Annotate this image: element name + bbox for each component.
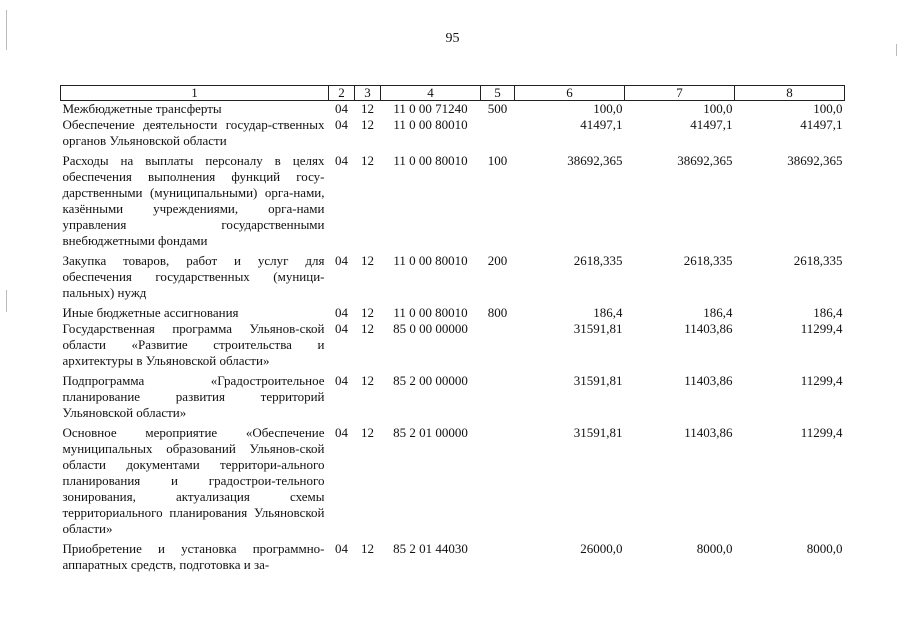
column-header-8: 8	[735, 86, 845, 101]
amount-col6: 31591,81	[573, 425, 623, 440]
table-row	[61, 253, 845, 305]
amount-col7: 11403,86	[684, 373, 733, 388]
page-number: 95	[445, 31, 460, 46]
subsection-code: 12	[361, 373, 374, 388]
amount-col6: 2618,335	[573, 253, 623, 268]
table-row	[61, 373, 845, 425]
expense-type-code: 500	[487, 101, 508, 116]
column-header-7: 7	[625, 86, 735, 101]
row-name: Обеспечение деятельности государ-ственных органов Ульяновской области	[62, 117, 325, 148]
section-code: 04	[335, 425, 348, 440]
amount-col8: 11299,4	[800, 373, 843, 388]
budget-table	[60, 85, 845, 573]
scan-margin-mark	[896, 44, 897, 56]
section-code: 04	[335, 305, 348, 320]
target-article-code: 85 0 00 00000	[393, 321, 468, 336]
row-name: Государственная программа Ульянов-ской области «Развитие строительства и архитектуры в Ульяновской области»	[62, 321, 325, 368]
section-code: 04	[335, 117, 348, 132]
subsection-code: 12	[361, 117, 374, 132]
subsection-code: 12	[361, 305, 374, 320]
amount-col7: 8000,0	[696, 541, 733, 556]
budget-table-container	[60, 85, 845, 573]
row-name: Расходы на выплаты персоналу в целях обеспечения выполнения функций госу-дарственными (муниципальными) орга-нами, казёнными учреждениями, орга-нами управления государственными внебюджетными фондами	[62, 153, 325, 248]
amount-col6: 41497,1	[580, 117, 623, 132]
section-code: 04	[335, 321, 348, 336]
amount-col8: 11299,4	[800, 425, 843, 440]
section-code: 04	[335, 373, 348, 388]
expense-type-code	[481, 373, 515, 425]
column-header-4: 4	[381, 86, 481, 101]
subsection-code: 12	[361, 153, 374, 168]
amount-col6: 31591,81	[573, 373, 623, 388]
target-article-code: 85 2 01 44030	[393, 541, 468, 556]
amount-col6: 31591,81	[573, 321, 623, 336]
column-header-5: 5	[481, 86, 515, 101]
table-row	[61, 425, 845, 541]
target-article-code: 11 0 00 80010	[393, 117, 468, 132]
table-row	[61, 101, 845, 118]
subsection-code: 12	[361, 321, 374, 336]
amount-col7: 38692,365	[677, 153, 733, 168]
subsection-code: 12	[361, 425, 374, 440]
amount-col8: 11299,4	[800, 321, 843, 336]
scan-margin-mark	[6, 290, 7, 312]
amount-col7: 186,4	[703, 305, 733, 320]
expense-type-code: 200	[487, 253, 508, 268]
table-row	[61, 321, 845, 373]
amount-col6: 100,0	[593, 101, 623, 116]
table-row	[61, 117, 845, 153]
amount-col8: 8000,0	[806, 541, 843, 556]
expense-type-code	[481, 425, 515, 541]
target-article-code: 11 0 00 80010	[393, 305, 468, 320]
target-article-code: 11 0 00 71240	[393, 101, 468, 116]
expense-type-code	[481, 117, 515, 153]
row-name: Межбюджетные трансферты	[62, 101, 222, 116]
amount-col8: 38692,365	[787, 153, 843, 168]
amount-col8: 100,0	[813, 101, 843, 116]
row-name: Основное мероприятие «Обеспечение муниципальных образований Ульянов-ской области документами территори-ального планирования и градострои-тельного зонирования, актуализация схемы территориального планирования Ульяновской области»	[62, 425, 325, 536]
scan-margin-mark	[6, 10, 7, 50]
column-header-1: 1	[61, 86, 329, 101]
target-article-code: 11 0 00 80010	[393, 153, 468, 168]
table-header	[61, 86, 845, 101]
expense-type-code: 800	[487, 305, 508, 320]
section-code: 04	[335, 253, 348, 268]
column-header-2: 2	[329, 86, 355, 101]
amount-col7: 11403,86	[684, 425, 733, 440]
subsection-code: 12	[361, 541, 374, 556]
section-code: 04	[335, 153, 348, 168]
row-name: Приобретение и установка программно-аппаратных средств, подготовка и за-	[62, 541, 325, 572]
row-name: Подпрограмма «Градостроительное планирование развития территорий Ульяновской области»	[62, 373, 325, 420]
subsection-code: 12	[361, 101, 374, 116]
amount-col7: 11403,86	[684, 321, 733, 336]
target-article-code: 11 0 00 80010	[393, 253, 468, 268]
table-row	[61, 305, 845, 321]
column-header-3: 3	[355, 86, 381, 101]
amount-col8: 186,4	[813, 305, 843, 320]
section-code: 04	[335, 541, 348, 556]
amount-col7: 2618,335	[683, 253, 733, 268]
amount-col6: 26000,0	[580, 541, 623, 556]
table-row	[61, 541, 845, 573]
row-name: Иные бюджетные ассигнования	[62, 305, 239, 320]
header-row	[61, 86, 845, 101]
amount-col8: 41497,1	[800, 117, 843, 132]
table-body	[61, 101, 845, 574]
expense-type-code	[481, 541, 515, 573]
amount-col7: 100,0	[703, 101, 733, 116]
expense-type-code: 100	[487, 153, 508, 168]
subsection-code: 12	[361, 253, 374, 268]
amount-col8: 2618,335	[793, 253, 843, 268]
row-name: Закупка товаров, работ и услуг для обеспечения государственных (муници-пальных) нужд	[62, 253, 325, 300]
section-code: 04	[335, 101, 348, 116]
column-header-6: 6	[515, 86, 625, 101]
target-article-code: 85 2 00 00000	[393, 373, 468, 388]
amount-col6: 186,4	[593, 305, 623, 320]
target-article-code: 85 2 01 00000	[393, 425, 468, 440]
amount-col7: 41497,1	[690, 117, 733, 132]
expense-type-code	[481, 321, 515, 373]
amount-col6: 38692,365	[567, 153, 623, 168]
table-row	[61, 153, 845, 253]
